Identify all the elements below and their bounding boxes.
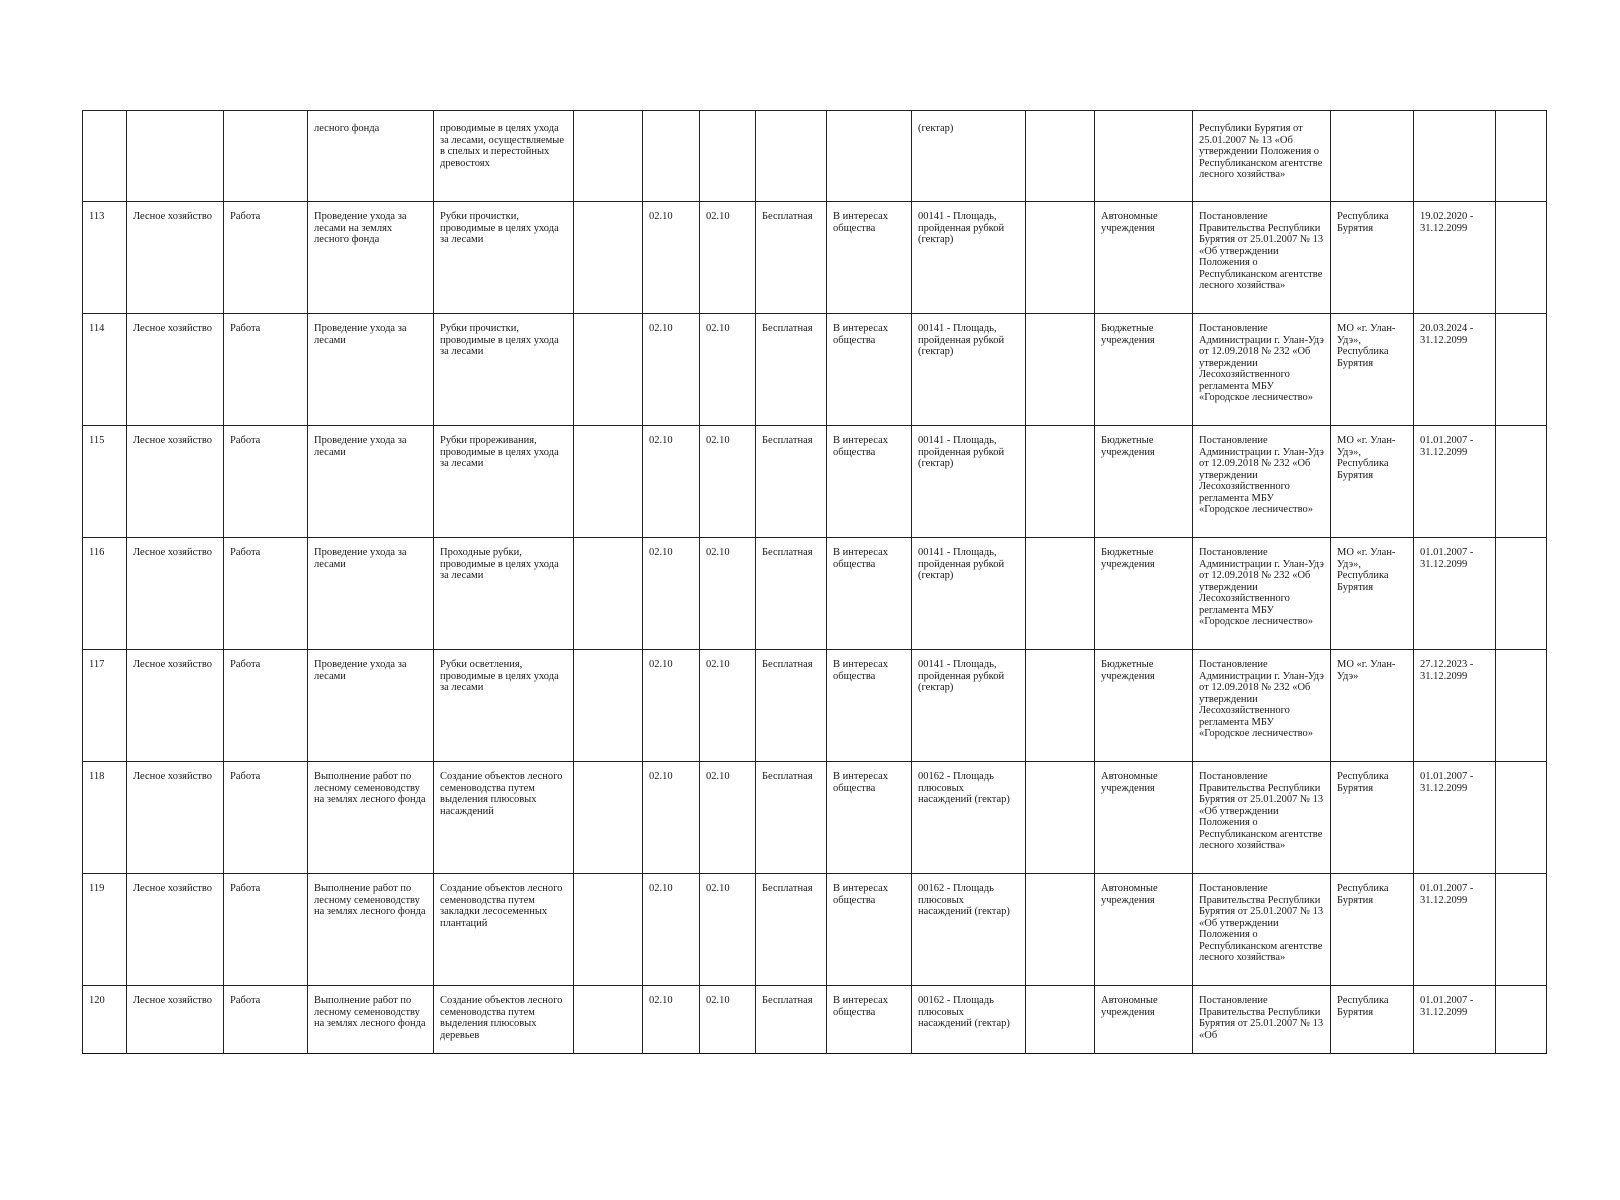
sector-cell: Лесное хозяйство <box>127 538 224 650</box>
empty-cell <box>1496 202 1547 314</box>
table-row <box>83 986 1547 1054</box>
legal-act-cell: Постановление Администрации г. Улан-Удэ от 12.09.2018 № 232 «Об утверждении Лесохозяйственного регламента МБУ «Городское лесничество» <box>1193 426 1331 538</box>
empty-cell <box>574 874 643 986</box>
empty-cell <box>1496 314 1547 426</box>
territory-cell: Республика Бурятия <box>1331 986 1414 1054</box>
empty-cell <box>1496 538 1547 650</box>
okved-code-cell <box>700 111 756 202</box>
validity-period-cell: 19.02.2020 - 31.12.2099 <box>1414 202 1496 314</box>
empty-cell <box>574 986 643 1054</box>
empty-cell <box>574 650 643 762</box>
volume-indicator-cell: 00141 - Площадь, пройденная рубкой (гектар) <box>912 426 1026 538</box>
table-row <box>83 874 1547 986</box>
volume-indicator-cell: 00162 - Площадь плюсовых насаждений (гектар) <box>912 762 1026 874</box>
kind-cell: Работа <box>224 874 308 986</box>
table-row <box>83 314 1547 426</box>
empty-cell <box>1026 538 1095 650</box>
institution-type-cell: Автономные учреждения <box>1095 762 1193 874</box>
empty-cell <box>1496 874 1547 986</box>
institution-type-cell: Автономные учреждения <box>1095 986 1193 1054</box>
territory-cell: Республика Бурятия <box>1331 762 1414 874</box>
row-number-cell: 118 <box>83 762 127 874</box>
okved-code-cell: 02.10 <box>643 426 700 538</box>
okved-code-cell: 02.10 <box>700 874 756 986</box>
service-content-cell: Проведение ухода за лесами <box>308 426 434 538</box>
consumer-category-cell: В интересах общества <box>827 986 912 1054</box>
row-number-cell: 119 <box>83 874 127 986</box>
table-row <box>83 762 1547 874</box>
payment-type-cell: Бесплатная <box>756 762 827 874</box>
service-detail-cell: проводимые в целях ухода за лесами, осуществляемые в спелых и перестойных древостоях <box>434 111 574 202</box>
institution-type-cell: Автономные учреждения <box>1095 202 1193 314</box>
territory-cell: Республика Бурятия <box>1331 874 1414 986</box>
sector-cell: Лесное хозяйство <box>127 650 224 762</box>
volume-indicator-cell: 00141 - Площадь, пройденная рубкой (гектар) <box>912 202 1026 314</box>
territory-cell <box>1331 111 1414 202</box>
kind-cell: Работа <box>224 426 308 538</box>
service-detail-cell: Рубки прочистки, проводимые в целях ухода за лесами <box>434 314 574 426</box>
service-content-cell: Проведение ухода за лесами <box>308 314 434 426</box>
table-row <box>83 202 1547 314</box>
empty-cell <box>1496 986 1547 1054</box>
volume-indicator-cell: 00141 - Площадь, пройденная рубкой (гектар) <box>912 650 1026 762</box>
service-detail-cell: Создание объектов лесного семеноводства путем закладки лесосеменных плантаций <box>434 874 574 986</box>
legal-act-cell: Республики Бурятия от 25.01.2007 № 13 «Об утверждении Положения о Республиканском агентстве лесного хозяйства» <box>1193 111 1331 202</box>
okved-code-cell: 02.10 <box>643 762 700 874</box>
okved-code-cell: 02.10 <box>643 874 700 986</box>
sector-cell: Лесное хозяйство <box>127 986 224 1054</box>
consumer-category-cell: В интересах общества <box>827 538 912 650</box>
service-detail-cell: Рубки прореживания, проводимые в целях ухода за лесами <box>434 426 574 538</box>
legal-act-cell: Постановление Правительства Республики Бурятия от 25.01.2007 № 13 «Об утверждении Положения о Республиканском агентстве лесного хозяйства» <box>1193 762 1331 874</box>
payment-type-cell: Бесплатная <box>756 426 827 538</box>
empty-cell <box>1026 202 1095 314</box>
empty-cell <box>1026 111 1095 202</box>
service-detail-cell: Создание объектов лесного семеноводства путем выделения плюсовых насаждений <box>434 762 574 874</box>
validity-period-cell: 01.01.2007 - 31.12.2099 <box>1414 762 1496 874</box>
legal-act-cell: Постановление Правительства Республики Бурятия от 25.01.2007 № 13 «Об утверждении Положения о Республиканском агентстве лесного хозяйства» <box>1193 874 1331 986</box>
empty-cell <box>1026 426 1095 538</box>
consumer-category-cell: В интересах общества <box>827 426 912 538</box>
volume-indicator-cell: 00162 - Площадь плюсовых насаждений (гектар) <box>912 874 1026 986</box>
okved-code-cell: 02.10 <box>643 986 700 1054</box>
empty-cell <box>574 762 643 874</box>
legal-act-cell: Постановление Администрации г. Улан-Удэ от 12.09.2018 № 232 «Об утверждении Лесохозяйственного регламента МБУ «Городское лесничество» <box>1193 538 1331 650</box>
territory-cell: МО «г. Улан-Удэ» <box>1331 650 1414 762</box>
consumer-category-cell <box>827 111 912 202</box>
volume-indicator-cell: 00141 - Площадь, пройденная рубкой (гектар) <box>912 314 1026 426</box>
payment-type-cell: Бесплатная <box>756 314 827 426</box>
sector-cell: Лесное хозяйство <box>127 202 224 314</box>
empty-cell <box>574 538 643 650</box>
legal-act-cell: Постановление Администрации г. Улан-Удэ от 12.09.2018 № 232 «Об утверждении Лесохозяйственного регламента МБУ «Городское лесничество» <box>1193 314 1331 426</box>
sector-cell: Лесное хозяйство <box>127 762 224 874</box>
validity-period-cell: 27.12.2023 - 31.12.2099 <box>1414 650 1496 762</box>
validity-period-cell: 01.01.2007 - 31.12.2099 <box>1414 426 1496 538</box>
validity-period-cell: 01.01.2007 - 31.12.2099 <box>1414 986 1496 1054</box>
legal-act-cell: Постановление Правительства Республики Бурятия от 25.01.2007 № 13 «Об утверждении Положения о Республиканском агентстве лесного хозяйства» <box>1193 202 1331 314</box>
service-content-cell: Выполнение работ по лесному семеноводству на землях лесного фонда <box>308 762 434 874</box>
sector-cell: Лесное хозяйство <box>127 314 224 426</box>
empty-cell <box>574 111 643 202</box>
service-content-cell: Проведение ухода за лесами на землях лесного фонда <box>308 202 434 314</box>
kind-cell: Работа <box>224 538 308 650</box>
institution-type-cell: Бюджетные учреждения <box>1095 538 1193 650</box>
service-detail-cell: Рубки прочистки, проводимые в целях ухода за лесами <box>434 202 574 314</box>
volume-indicator-cell: 00141 - Площадь, пройденная рубкой (гектар) <box>912 538 1026 650</box>
institution-type-cell: Автономные учреждения <box>1095 874 1193 986</box>
service-content-cell: Выполнение работ по лесному семеноводству на землях лесного фонда <box>308 874 434 986</box>
validity-period-cell: 20.03.2024 - 31.12.2099 <box>1414 314 1496 426</box>
validity-period-cell <box>1414 111 1496 202</box>
institution-type-cell: Бюджетные учреждения <box>1095 314 1193 426</box>
payment-type-cell: Бесплатная <box>756 202 827 314</box>
row-number-cell: 114 <box>83 314 127 426</box>
okved-code-cell: 02.10 <box>700 202 756 314</box>
kind-cell <box>224 111 308 202</box>
service-detail-cell: Рубки осветления, проводимые в целях ухода за лесами <box>434 650 574 762</box>
row-number-cell <box>83 111 127 202</box>
kind-cell: Работа <box>224 986 308 1054</box>
row-number-cell: 120 <box>83 986 127 1054</box>
table-row <box>83 426 1547 538</box>
legal-act-cell: Постановление Правительства Республики Бурятия от 25.01.2007 № 13 «Об <box>1193 986 1331 1054</box>
service-content-cell: Выполнение работ по лесному семеноводству на землях лесного фонда <box>308 986 434 1054</box>
kind-cell: Работа <box>224 762 308 874</box>
service-detail-cell: Создание объектов лесного семеноводства путем выделения плюсовых деревьев <box>434 986 574 1054</box>
services-registry-table <box>82 110 1547 1054</box>
okved-code-cell <box>643 111 700 202</box>
consumer-category-cell: В интересах общества <box>827 202 912 314</box>
consumer-category-cell: В интересах общества <box>827 762 912 874</box>
okved-code-cell: 02.10 <box>700 986 756 1054</box>
service-content-cell: Проведение ухода за лесами <box>308 650 434 762</box>
okved-code-cell: 02.10 <box>700 314 756 426</box>
institution-type-cell <box>1095 111 1193 202</box>
service-content-cell: Проведение ухода за лесами <box>308 538 434 650</box>
payment-type-cell: Бесплатная <box>756 986 827 1054</box>
empty-cell <box>1496 111 1547 202</box>
volume-indicator-cell: 00162 - Площадь плюсовых насаждений (гектар) <box>912 986 1026 1054</box>
table-row <box>83 111 1547 202</box>
kind-cell: Работа <box>224 650 308 762</box>
sector-cell: Лесное хозяйство <box>127 426 224 538</box>
row-number-cell: 115 <box>83 426 127 538</box>
document-sheet <box>82 110 1546 1054</box>
payment-type-cell: Бесплатная <box>756 538 827 650</box>
payment-type-cell <box>756 111 827 202</box>
territory-cell: МО «г. Улан-Удэ», Республика Бурятия <box>1331 426 1414 538</box>
service-detail-cell: Проходные рубки, проводимые в целях ухода за лесами <box>434 538 574 650</box>
okved-code-cell: 02.10 <box>643 314 700 426</box>
empty-cell <box>1026 874 1095 986</box>
empty-cell <box>1496 426 1547 538</box>
row-number-cell: 117 <box>83 650 127 762</box>
okved-code-cell: 02.10 <box>700 650 756 762</box>
empty-cell <box>1496 762 1547 874</box>
consumer-category-cell: В интересах общества <box>827 874 912 986</box>
okved-code-cell: 02.10 <box>700 538 756 650</box>
okved-code-cell: 02.10 <box>643 538 700 650</box>
payment-type-cell: Бесплатная <box>756 650 827 762</box>
service-content-cell: лесного фонда <box>308 111 434 202</box>
sector-cell: Лесное хозяйство <box>127 874 224 986</box>
empty-cell <box>1026 762 1095 874</box>
table-row <box>83 650 1547 762</box>
volume-indicator-cell: (гектар) <box>912 111 1026 202</box>
okved-code-cell: 02.10 <box>700 426 756 538</box>
empty-cell <box>1026 650 1095 762</box>
kind-cell: Работа <box>224 314 308 426</box>
empty-cell <box>574 202 643 314</box>
kind-cell: Работа <box>224 202 308 314</box>
institution-type-cell: Бюджетные учреждения <box>1095 650 1193 762</box>
empty-cell <box>1496 650 1547 762</box>
legal-act-cell: Постановление Администрации г. Улан-Удэ от 12.09.2018 № 232 «Об утверждении Лесохозяйственного регламента МБУ «Городское лесничество» <box>1193 650 1331 762</box>
validity-period-cell: 01.01.2007 - 31.12.2099 <box>1414 538 1496 650</box>
consumer-category-cell: В интересах общества <box>827 650 912 762</box>
row-number-cell: 116 <box>83 538 127 650</box>
okved-code-cell: 02.10 <box>643 202 700 314</box>
empty-cell <box>1026 986 1095 1054</box>
territory-cell: Республика Бурятия <box>1331 202 1414 314</box>
table-row <box>83 538 1547 650</box>
okved-code-cell: 02.10 <box>700 762 756 874</box>
territory-cell: МО «г. Улан-Удэ», Республика Бурятия <box>1331 538 1414 650</box>
institution-type-cell: Бюджетные учреждения <box>1095 426 1193 538</box>
consumer-category-cell: В интересах общества <box>827 314 912 426</box>
empty-cell <box>574 426 643 538</box>
okved-code-cell: 02.10 <box>643 650 700 762</box>
sector-cell <box>127 111 224 202</box>
validity-period-cell: 01.01.2007 - 31.12.2099 <box>1414 874 1496 986</box>
payment-type-cell: Бесплатная <box>756 874 827 986</box>
empty-cell <box>574 314 643 426</box>
territory-cell: МО «г. Улан-Удэ», Республика Бурятия <box>1331 314 1414 426</box>
row-number-cell: 113 <box>83 202 127 314</box>
empty-cell <box>1026 314 1095 426</box>
